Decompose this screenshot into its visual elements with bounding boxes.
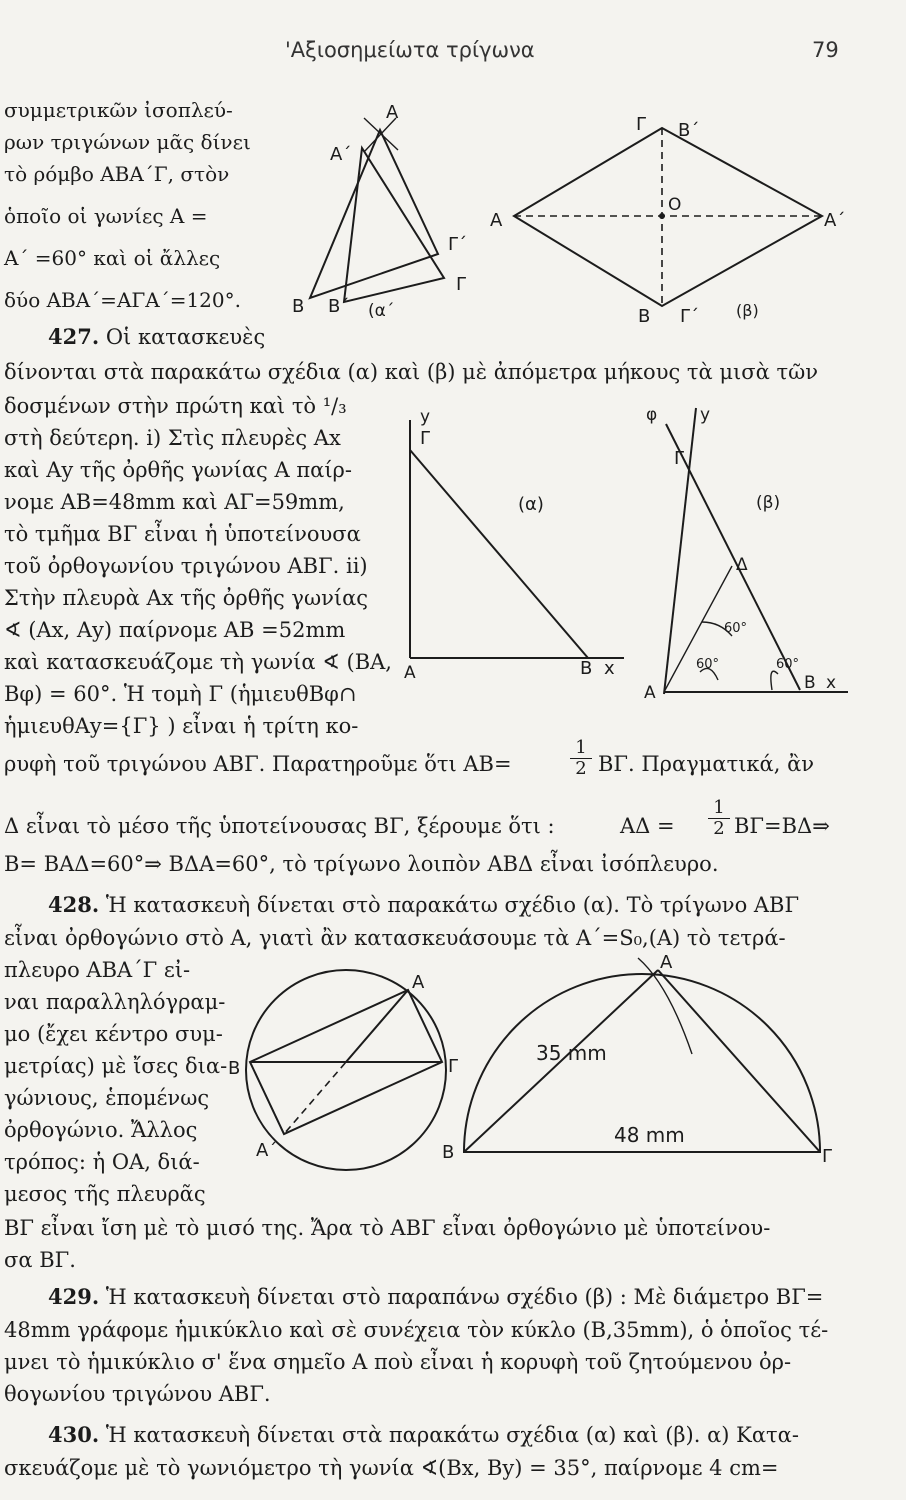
label-phi: φ — [646, 405, 658, 425]
text-line: καὶ κατασκευάζομε τὴ γωνία ∢ (ΒΑ, — [4, 650, 392, 674]
text-line: ναι παραλληλόγραμ- — [4, 990, 226, 1014]
label-x: x — [604, 658, 615, 679]
label-B-prime: Β΄ — [678, 120, 700, 141]
fraction-numerator: 1 — [575, 737, 587, 758]
label-B-prime: Β΄ — [328, 296, 350, 317]
figure-caption: (β) — [756, 493, 781, 513]
label-A-prime: Α΄ — [824, 210, 846, 231]
text-line: εἶναι ὀρθογώνιο στὸ Α, γιατὶ ἂν κατασκευάσουμε τὰ Α΄=S₀,(Α) τὸ τετρά- — [4, 926, 786, 950]
center-point — [659, 213, 665, 219]
text-line: ρυφὴ τοῦ τριγώνου ΑΒΓ. Παρατηροῦμε ὅτι ΑΒ= — [4, 752, 512, 776]
label-G-prime: Γ΄ — [448, 234, 468, 255]
label-G: Γ — [456, 274, 467, 295]
triangle-A'B'G' — [344, 148, 444, 302]
running-header: 'Αξιοσημείωτα τρίγωνα — [285, 38, 535, 62]
text-line: Ἡ κατασκευὴ δίνεται στὸ παραπάνω σχέδιο (β) : Μὲ διάμετρο ΒΓ= — [105, 1285, 824, 1309]
text-line: τὸ τμῆμα ΒΓ εἶναι ἡ ὑποτείνουσα — [4, 522, 361, 546]
figure-caption: (α΄ — [368, 301, 395, 320]
text-line: Βφ) = 60°. Ἡ τομὴ Γ (ἡμιευθΒφ∩ — [4, 682, 357, 706]
label-35mm: 35 mm — [536, 1041, 607, 1065]
figure-428-a — [222, 958, 472, 1176]
text-line: τοῦ ὀρθογωνίου τριγώνου ΑΒΓ. ii) — [4, 554, 368, 578]
text-line: Β= ΒΑΔ=60°⇒ ΒΔΑ=60°, τὸ τρίγωνο λοιπὸν ΑΒΔ εἶναι ἰσόπλευρο. — [4, 852, 719, 876]
text-line: ἡμιευθΑy={Γ} ) εἶναι ἡ τρίτη κο- — [4, 714, 359, 738]
angle-label: 60° — [696, 657, 720, 672]
text-line: νομε ΑΒ=48mm καὶ ΑΓ=59mm, — [4, 490, 345, 514]
hypotenuse-BG — [410, 450, 588, 658]
angle-label: 60° — [776, 657, 800, 672]
label-48mm: 48 mm — [614, 1123, 685, 1147]
text-line: στὴ δεύτερη. i) Στὶς πλευρὲς Αx — [4, 426, 341, 450]
text-line: δύο ΑΒΑ΄=ΑΓΑ΄=120°. — [4, 288, 241, 312]
text-line: ∢ (Αx, Αy) παίρνομε ΑΒ =52mm — [4, 618, 346, 642]
text-line: Στὴν πλευρὰ Αx τῆς ὀρθῆς γωνίας — [4, 586, 369, 610]
rhombus — [514, 128, 822, 306]
text-line: Οἱ κατασκευὲς — [105, 325, 266, 349]
text-line: Ἡ κατασκευὴ δίνεται στὰ παρακάτω σχέδια (α) καὶ (β). α) Κατα- — [105, 1423, 799, 1447]
label-A-prime: Α΄ — [256, 1140, 278, 1161]
label-G-prime: Γ΄ — [680, 306, 700, 327]
label-B: Β — [804, 673, 816, 693]
label-A: Α — [660, 952, 673, 973]
figure-429-b — [438, 944, 848, 1166]
text-line: δίνονται στὰ παρακάτω σχέδια (α) καὶ (β) μὲ ἀπόμετρα μήκους τὰ μισὰ τῶν — [4, 360, 818, 384]
angle-label: 60° — [724, 621, 748, 636]
text-line: Α΄ =60° καὶ οἱ ἄλλες — [4, 246, 221, 270]
figure-top-b — [486, 100, 846, 330]
label-A: Α — [404, 663, 416, 683]
text-line: ΒΓ. Πραγματικά, ἂν — [598, 752, 815, 776]
text-line: τὸ ρόμβο ΑΒΑ΄Γ, στὸν — [4, 162, 230, 186]
text-line: πλευρο ΑΒΑ΄Γ εἰ- — [4, 958, 191, 982]
text-line: μετρίας) μὲ ἴσες δια- — [4, 1054, 228, 1078]
text-line: θογωνίου τριγώνου ΑΒΓ. — [4, 1382, 271, 1406]
label-A: Α — [386, 102, 399, 123]
fraction — [570, 738, 592, 779]
label-y: y — [420, 407, 431, 427]
text-line: Δ εἶναι τὸ μέσο τῆς ὑποτείνουσας ΒΓ, ξέρουμε ὅτι : — [4, 814, 555, 838]
label-G: Γ — [420, 428, 431, 449]
label-G: Γ — [822, 1146, 833, 1166]
label-B: Β — [228, 1058, 241, 1079]
angle-arc — [771, 671, 778, 690]
fraction-numerator: 1 — [713, 797, 725, 818]
label-A: Α — [412, 972, 425, 993]
label-D: Δ — [736, 555, 748, 575]
exercise-number: 428. — [48, 892, 100, 917]
text-line: σκευάζομε μὲ τὸ γωνιόμετρο τὴ γωνία ∢(Βx, Βy) = 35°, παίρνομε 4 cm= — [4, 1456, 779, 1480]
figure-427-b — [640, 400, 860, 700]
label-B: Β — [580, 658, 593, 679]
text-line: τρόπος: ἡ ΟΑ, διά- — [4, 1150, 200, 1174]
figure-caption: (β) — [736, 301, 759, 320]
text-line: δοσμένων στὴν πρώτη καὶ τὸ ¹/₃ — [4, 394, 347, 418]
label-x: x — [826, 673, 837, 693]
exercise-number: 430. — [48, 1422, 100, 1447]
text-line: μεσος τῆς πλευρᾶς — [4, 1182, 206, 1206]
text-line: γώνιους, ἑπομένως — [4, 1086, 210, 1110]
text-line: ὀρθογώνιο. Ἄλλος — [4, 1118, 198, 1142]
label-G: Γ — [636, 114, 647, 135]
fraction — [708, 798, 730, 839]
label-B: Β — [638, 306, 651, 327]
label-B: Β — [442, 1142, 455, 1163]
label-G: Γ — [448, 1056, 459, 1077]
text-line: ὁποῖο οἱ γωνίες Α = — [4, 204, 208, 228]
segment-AD — [664, 566, 732, 692]
text-line: Ἡ κατασκευὴ δίνεται στὸ παρακάτω σχέδιο (α). Τὸ τρίγωνο ΑΒΓ — [105, 893, 800, 917]
text-line: συμμετρικῶν ἰσοπλεύ- — [4, 98, 233, 122]
figure-top-a — [268, 90, 498, 320]
figure-427-a — [398, 402, 638, 684]
label-A-prime: Α΄ — [330, 144, 352, 165]
label-O: Ο — [668, 195, 682, 215]
label-B: Β — [292, 296, 305, 317]
page-number: 79 — [812, 38, 839, 62]
figure-caption: (α) — [518, 494, 544, 515]
exercise-number: 427. — [48, 324, 100, 349]
text-line: ΑΔ = — [620, 814, 675, 838]
text-line: μο (ἔχει κέντρο συμ- — [4, 1022, 223, 1046]
label-y: y — [700, 405, 711, 425]
text-line: ΒΓ=ΒΔ⇒ — [734, 814, 830, 838]
fraction-denominator: 2 — [708, 818, 730, 839]
text-line: ΒΓ εἶναι ἴση μὲ τὸ μισό της. Ἄρα τὸ ΑΒΓ εἶναι ὀρθογώνιο μὲ ὑποτείνου- — [4, 1216, 771, 1240]
label-G: Γ — [674, 448, 685, 469]
text-line: καὶ Αy τῆς ὀρθῆς γωνίας Α παίρ- — [4, 458, 352, 482]
text-line: σα ΒΓ. — [4, 1248, 76, 1272]
label-A: Α — [490, 210, 503, 231]
fraction-denominator: 2 — [570, 758, 592, 779]
text-line: 48mm γράφομε ἡμικύκλιο καὶ σὲ συνέχεια τὸν κύκλο (Β,35mm), ὁ ὁποῖος τέ- — [4, 1318, 829, 1342]
label-A: Α — [644, 683, 656, 700]
exercise-number: 429. — [48, 1284, 100, 1309]
text-line: ρων τριγώνων μᾶς δίνει — [4, 130, 251, 154]
text-line: μνει τὸ ἡμικύκλιο σ' ἕνα σημεῖο Α ποὺ εἶναι ἡ κορυφὴ τοῦ ζητούμενου ὀρ- — [4, 1350, 792, 1374]
